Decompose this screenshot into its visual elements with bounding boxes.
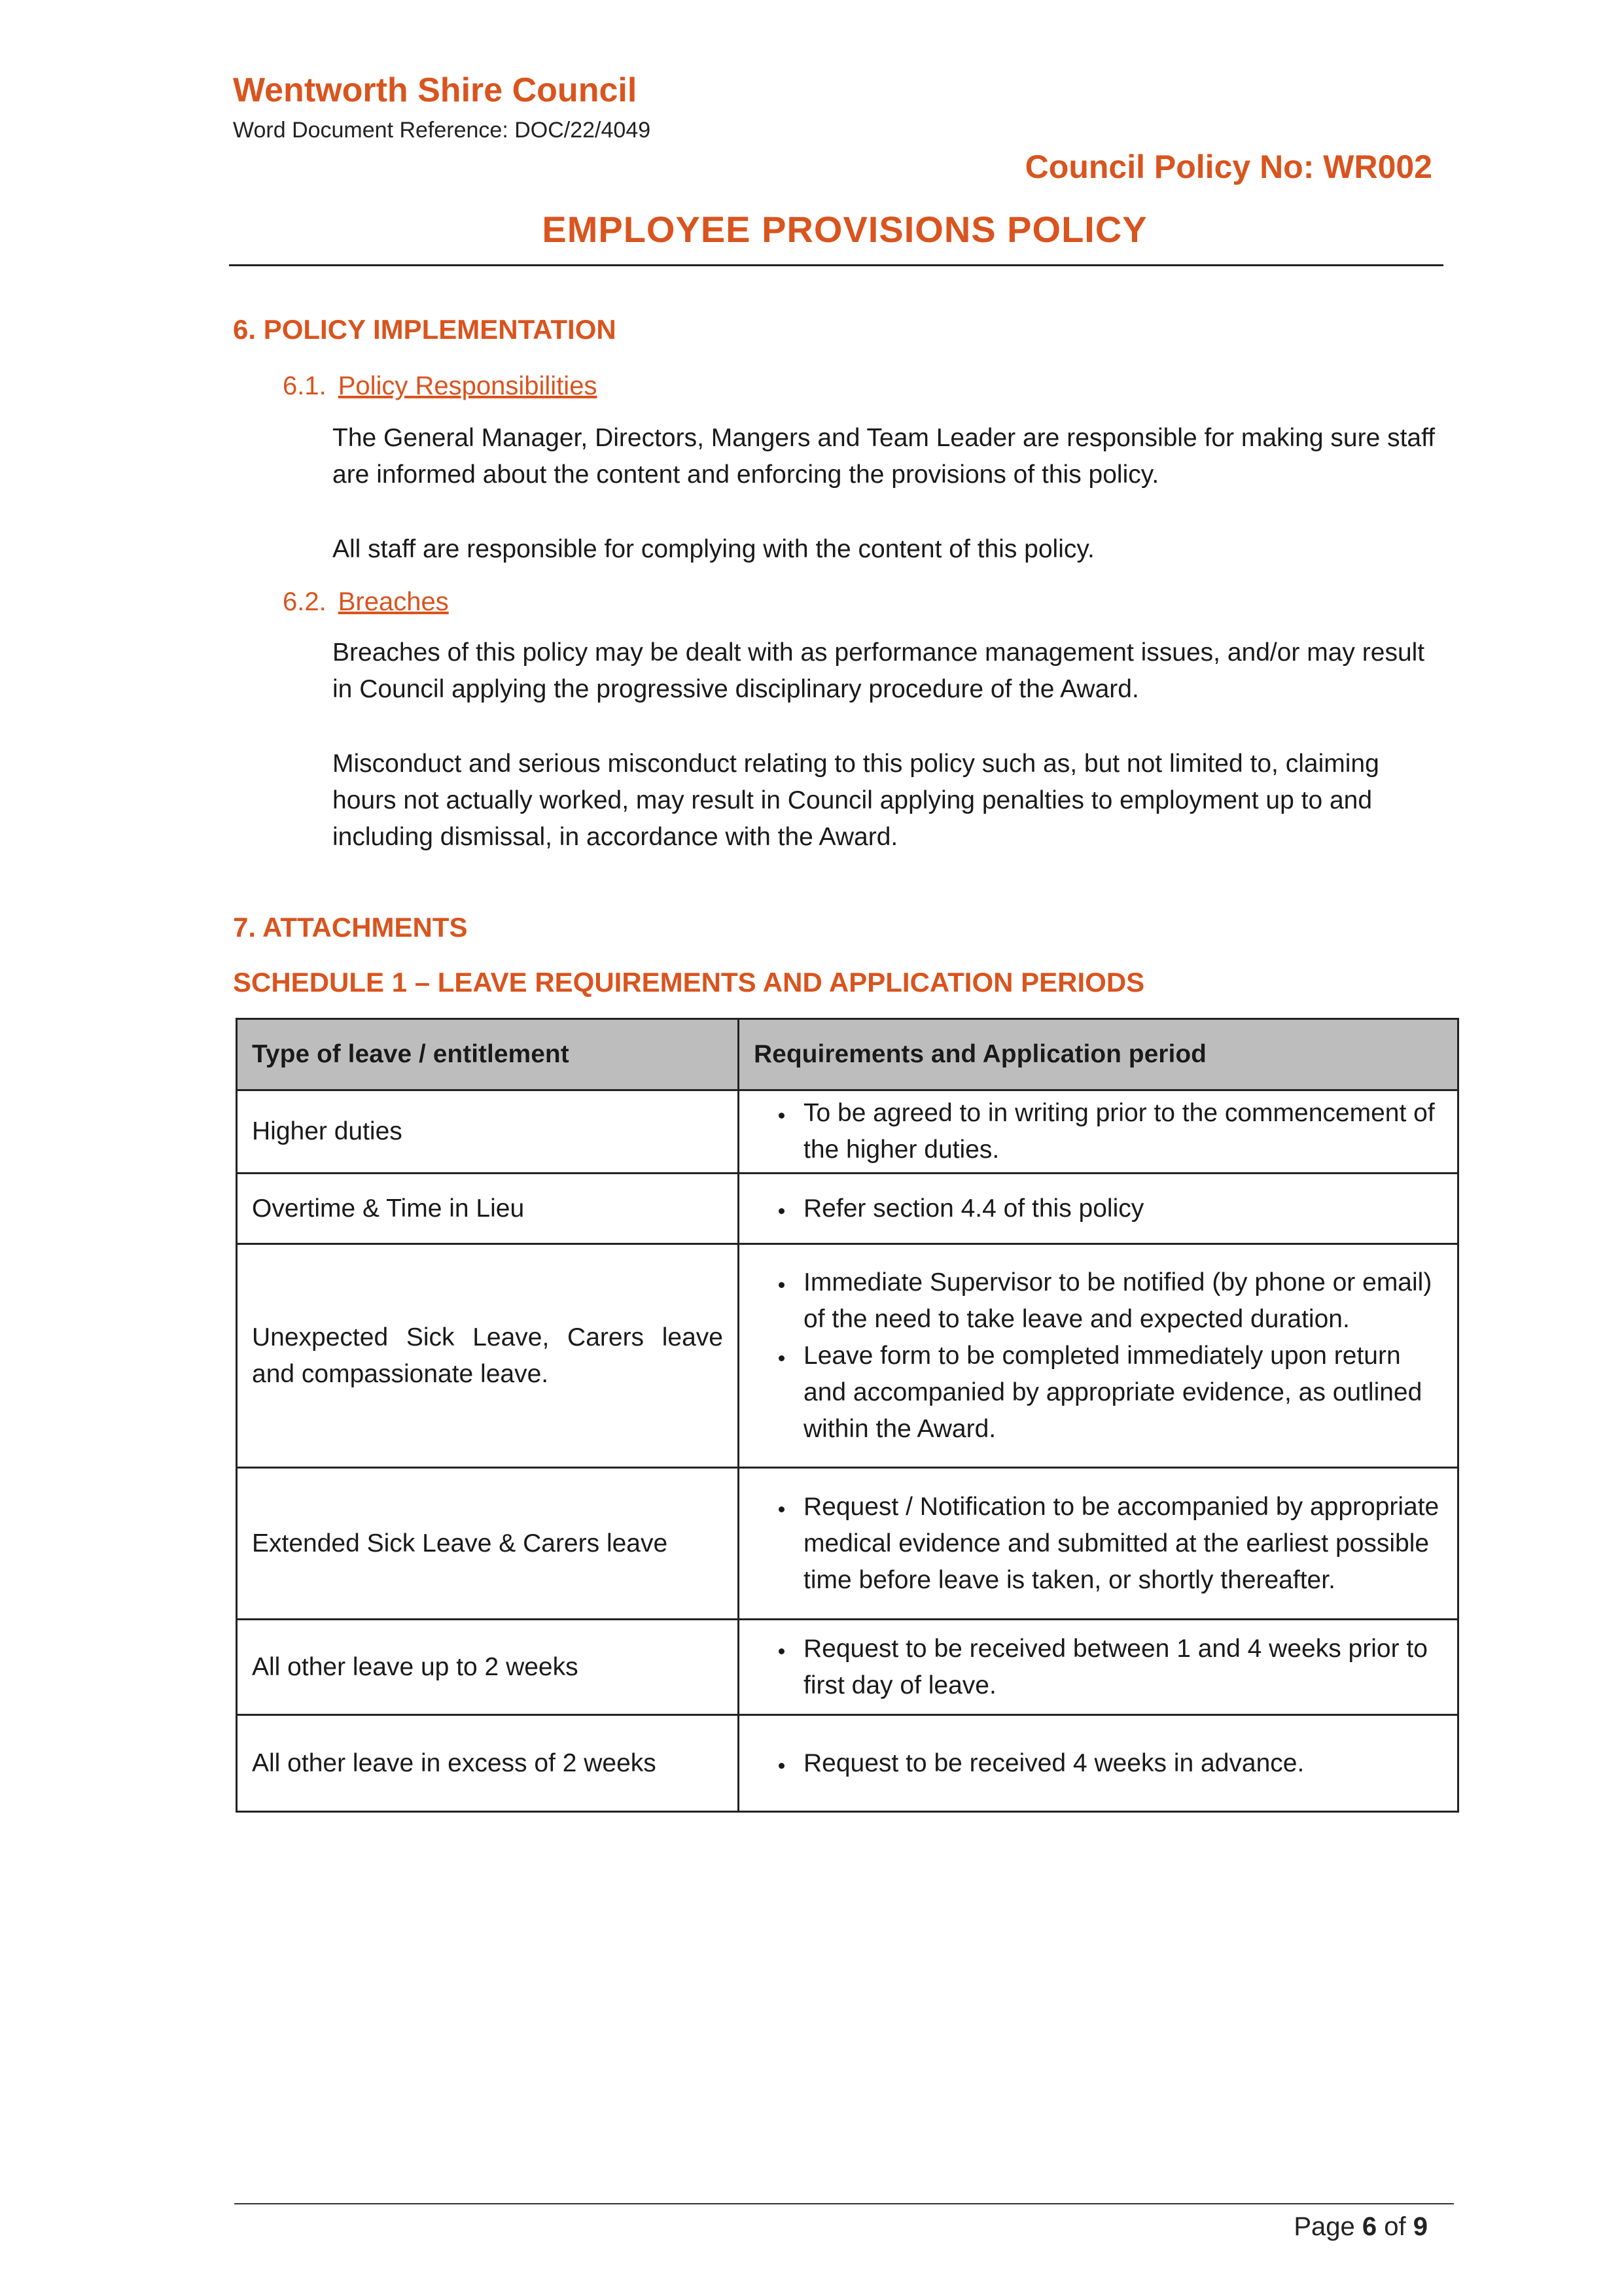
leave-type-cell: All other leave up to 2 weeks [237,1620,739,1715]
section-7-heading: 7. ATTACHMENTS [233,912,468,943]
requirement-item: • Leave form to be completed immediately upon return and accompanied by appropriate evidence, as outlined within the Award. [794,1338,1443,1448]
column-header-requirements: Requirements and Application period [739,1019,1458,1090]
page-current: 6 [1362,2212,1377,2241]
policy-number: Council Policy No: WR002 [1025,148,1432,185]
leave-type-cell: Unexpected Sick Leave, Carers leave and compassionate leave. [237,1244,739,1468]
header-divider [229,264,1443,266]
page-total: 9 [1413,2212,1428,2241]
requirement-item: • To be agreed to in writing prior to the commencement of the higher duties. [794,1095,1443,1168]
page-number [1294,2212,1428,2242]
page-word: Page [1294,2212,1355,2241]
subsection-6-2-number: 6.2. [283,587,327,616]
subsection-6-1-number: 6.1. [283,372,327,400]
subsection-6-1-heading [283,372,597,401]
responsibilities-paragraph-2: All staff are responsible for complying with the content of this policy. [332,535,1095,563]
table-header-row [237,1019,1458,1090]
of-word: of [1384,2212,1406,2241]
breaches-paragraph-2: Misconduct and serious misconduct relating to this policy such as, but not limited to, claiming hours not actually worked, may result in Council applying penalties to employment up to and including dismissal, in accordance with the Award. [332,750,1379,851]
subsection-6-2-title: Breaches [338,587,449,616]
leave-type-cell: Higher duties [237,1090,739,1174]
leave-type-cell: Overtime & Time in Lieu [237,1174,739,1244]
requirement-item: • Request / Notification to be accompanied by appropriate medical evidence and submitted at the earliest possible time before leave is taken, or shortly thereafter. [794,1489,1443,1599]
footer-divider [234,2203,1454,2204]
requirement-item: • Immediate Supervisor to be notified (by phone or email) of the need to take leave and expected duration. [794,1264,1443,1338]
leave-requirements-table [236,1018,1459,1813]
subsection-6-1-title: Policy Responsibilities [338,372,597,400]
requirements-cell [739,1090,1458,1174]
table-row [237,1090,1458,1174]
breaches-paragraph-1: Breaches of this policy may be dealt with as performance management issues, and/or may result in Council applying the progressive disciplinary procedure of the Award. [332,638,1425,703]
schedule-title: SCHEDULE 1 – LEAVE REQUIREMENTS AND APPLICATION PERIODS [233,967,1145,998]
requirements-cell [739,1715,1458,1812]
org-name: Wentworth Shire Council [233,71,637,109]
requirements-cell [739,1468,1458,1620]
table-row [237,1174,1458,1244]
requirement-item: • Refer section 4.4 of this policy [794,1191,1443,1227]
section-6-heading: 6. POLICY IMPLEMENTATION [233,314,616,345]
responsibilities-paragraph-1: The General Manager, Directors, Mangers and Team Leader are responsible for making sure staff are informed about the content and enforcing the provisions of this policy. [332,424,1436,489]
table-row [237,1620,1458,1715]
requirements-cell [739,1620,1458,1715]
document-title: EMPLOYEE PROVISIONS POLICY [542,209,1148,250]
leave-type-cell: All other leave in excess of 2 weeks [237,1715,739,1812]
subsection-6-2-heading [283,587,449,617]
table-row [237,1244,1458,1468]
requirement-item: • Request to be received between 1 and 4 weeks prior to first day of leave. [794,1631,1443,1704]
leave-type-cell: Extended Sick Leave & Carers leave [237,1468,739,1620]
requirements-cell [739,1244,1458,1468]
requirement-item: • Request to be received 4 weeks in advance. [794,1745,1443,1782]
table-row [237,1715,1458,1812]
column-header-type: Type of leave / entitlement [237,1019,739,1090]
requirements-cell [739,1174,1458,1244]
document-reference: Word Document Reference: DOC/22/4049 [233,118,651,143]
table-row [237,1468,1458,1620]
